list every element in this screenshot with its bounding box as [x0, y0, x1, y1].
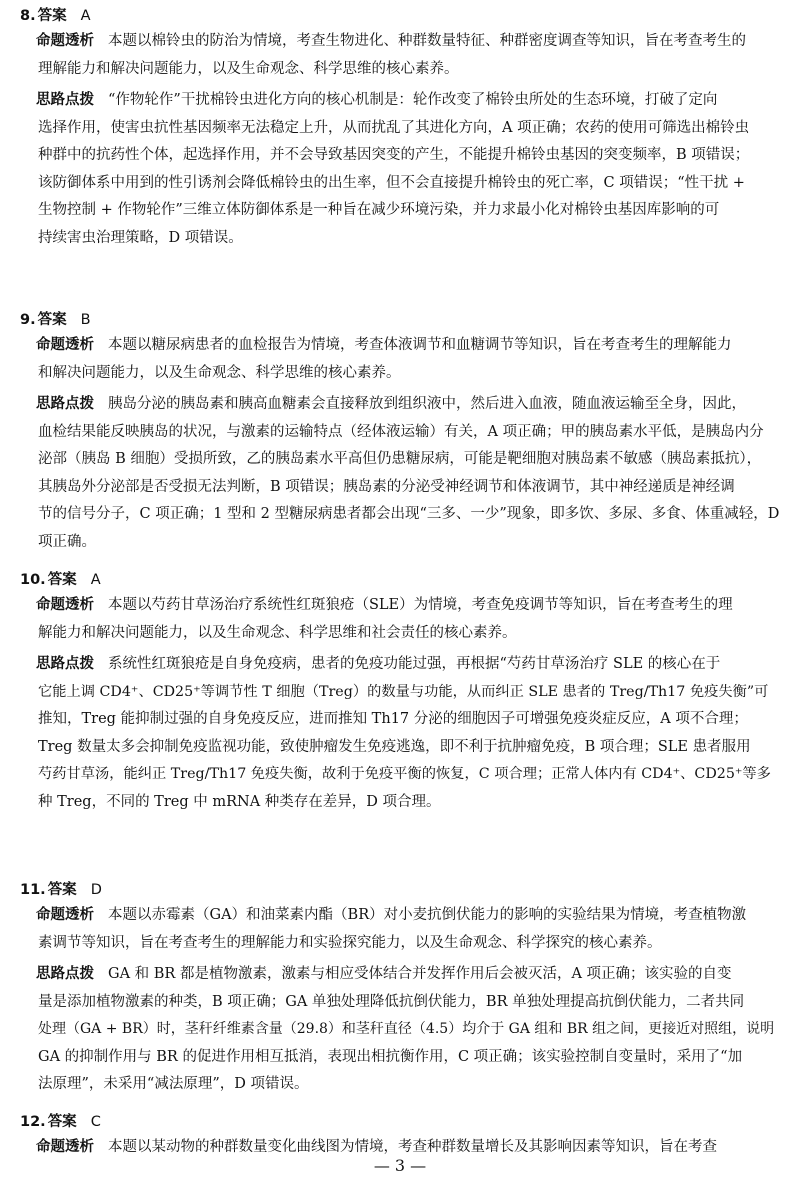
- analysis-section: [36, 28, 780, 83]
- solution-section: [36, 651, 780, 816]
- text-line: [36, 930, 780, 958]
- line-text: 解能力和解决问题能力，以及生命观念、科学思维和社会责任的核心素养。: [38, 624, 517, 641]
- question-number: 8.: [20, 8, 36, 24]
- question-header: [20, 1112, 780, 1132]
- answer-value: A: [80, 8, 91, 24]
- line-text: 本题以芍药甘草汤治疗系统性红斑狼疮（SLE）为情境，考查免疫调节等知识，旨在考查考生的理: [108, 597, 733, 613]
- answer-value: B: [80, 312, 91, 328]
- line-text: 素调节等知识，旨在考查考生的理解能力和实验探究能力，以及生命观念、科学探究的核心素养。: [38, 934, 662, 951]
- line-text: 法原理”，未采用“减法原理”，D 项错误。: [38, 1076, 309, 1092]
- section-label: 命题透析: [36, 33, 94, 49]
- section-label: 命题透析: [36, 597, 94, 613]
- line-text: 种 Treg，不同的 Treg 中 mRNA 种类存在差异，D 项合理。: [38, 793, 441, 810]
- text-line: [36, 170, 780, 198]
- line-text: 血检结果能反映胰岛的状况，与激素的运输特点（经体液运输）有关，A 项正确；甲的胰岛素水平低，是胰岛内分: [38, 423, 764, 440]
- question-number: 9.: [20, 312, 36, 328]
- line-text: 种群中的抗药性个体，起选择作用，并不会导致基因突变的产生，不能提升棉铃虫基因的突变频率，B 项错误；: [38, 147, 750, 163]
- solution-section: [36, 87, 780, 252]
- solution-section: [36, 961, 780, 1099]
- line-text: 本题以赤霉素（GA）和油菜素内酯（BR）对小麦抗倒伏能力的影响的实验结果为情境，考查植物激: [108, 907, 747, 923]
- line-text: GA 的抑制作用与 BR 的促进作用相互抵消，表现出相抗衡作用，C 项正确；该实验控制自变量时，采用了“加: [38, 1048, 743, 1065]
- question-number: 10.: [20, 572, 46, 588]
- text-line: [36, 902, 780, 930]
- answer-value: A: [90, 572, 101, 588]
- answer-label: 答案: [37, 312, 67, 328]
- question-block: [20, 880, 780, 1099]
- text-line: [36, 225, 780, 253]
- answer-label: 答案: [37, 8, 67, 24]
- section-label: 命题透析: [36, 1139, 94, 1155]
- line-text: 节的信号分子，C 项正确；1 型和 2 型糖尿病患者都会出现“三多、一少”现象，即多饮、多尿、多食、体重减轻，D: [38, 506, 780, 522]
- line-text: 持续害虫治理策略，D 项错误。: [38, 229, 243, 246]
- text-line: [36, 620, 780, 648]
- text-line: [36, 679, 780, 707]
- line-text: 系统性红斑狼疮是自身免疫病，患者的免疫功能过强，再根据“芍药甘草汤治疗 SLE 的核心在于: [108, 656, 721, 672]
- answer-value: C: [90, 1114, 101, 1130]
- text-line: [36, 989, 780, 1017]
- line-text: 和解决问题能力，以及生命观念、科学思维的核心素养。: [38, 364, 401, 381]
- question-number: 11.: [20, 882, 46, 898]
- text-line: [36, 419, 780, 447]
- question-block: [20, 570, 780, 816]
- solution-section: [36, 391, 780, 556]
- answer-label: 答案: [47, 882, 77, 898]
- question-block: [20, 1112, 780, 1162]
- text-line: [36, 391, 780, 419]
- line-text: Treg 数量太多会抑制免疫监视功能，致使肿瘤发生免疫逃逸，即不利于抗肿瘤免疫，B 项合理；SLE 患者服用: [38, 738, 751, 755]
- text-line: [36, 142, 780, 170]
- line-text: 本题以棉铃虫的防治为情境，考查生物进化、种群数量特征、种群密度调查等知识，旨在考查考生的: [108, 33, 746, 49]
- text-line: [36, 789, 780, 817]
- line-text: 选择作用，使害虫抗性基因频率无法稳定上升，从而扰乱了其进化方向，A 项正确；农药的使用可筛选出棉铃虫: [38, 119, 750, 136]
- text-line: [36, 197, 780, 225]
- line-text: 理解能力和解决问题能力，以及生命观念、科学思维的核心素养。: [38, 60, 459, 77]
- text-line: [36, 115, 780, 143]
- text-line: [36, 529, 780, 557]
- line-text: 处理（GA + BR）时，茎秆纤维素含量（29.8）和茎秆直径（4.5）均介于 GA 组和 BR 组之间，更接近对照组，说明: [38, 1021, 775, 1037]
- question-block: [20, 310, 780, 556]
- line-text: 推知，Treg 能抑制过强的自身免疫反应，进而推知 Th17 分泌的细胞因子可增强免疫炎症反应，A 项不合理；: [38, 711, 748, 727]
- section-label: 思路点拨: [36, 966, 94, 982]
- section-label: 思路点拨: [36, 656, 94, 672]
- text-line: [36, 56, 780, 84]
- question-number: 12.: [20, 1114, 46, 1130]
- line-text: 该防御体系中用到的性引诱剂会降低棉铃虫的出生率，但不会直接提升棉铃虫的死亡率，C 项错误；“性干扰 +: [38, 174, 745, 191]
- text-line: [36, 592, 780, 620]
- section-label: 命题透析: [36, 337, 94, 353]
- question-header: [20, 310, 780, 330]
- section-label: 思路点拨: [36, 92, 94, 108]
- line-text: 它能上调 CD4⁺、CD25⁺等调节性 T 细胞（Treg）的数量与功能，从而纠正 SLE 患者的 Treg/Th17 免疫失衡”可: [38, 683, 769, 700]
- text-line: [36, 1071, 780, 1099]
- section-label: 命题透析: [36, 907, 94, 923]
- text-line: [36, 734, 780, 762]
- section-label: 思路点拨: [36, 396, 94, 412]
- question-header: [20, 570, 780, 590]
- line-text: 胰岛分泌的胰岛素和胰高血糖素会直接释放到组织液中，然后进入血液，随血液运输至全身，因此，: [108, 396, 746, 412]
- line-text: 本题以某动物的种群数量变化曲线图为情境，考查种群数量增长及其影响因素等知识，旨在考查: [108, 1139, 717, 1155]
- line-text: GA 和 BR 都是植物激素，激素与相应受体结合并发挥作用后会被灭活，A 项正确；该实验的自变: [108, 966, 732, 982]
- line-text: 量是添加植物激素的种类，B 项正确；GA 单独处理降低抗倒伏能力，BR 单独处理提高抗倒伏能力，二者共同: [38, 993, 745, 1010]
- line-text: 泌部（胰岛 B 细胞）受损所致，乙的胰岛素水平高但仍患糖尿病，可能是靶细胞对胰岛素不敏感（胰岛素抵抗），: [38, 451, 762, 467]
- text-line: [36, 474, 780, 502]
- answer-label: 答案: [47, 572, 77, 588]
- line-text: 项正确。: [38, 533, 96, 550]
- line-text: 其胰岛外分泌部是否受损无法判断，B 项错误；胰岛素的分泌受神经调节和体液调节，其中神经递质是神经调: [38, 478, 735, 495]
- page-number: — 3 —: [373, 1156, 427, 1175]
- line-text: 生物控制 + 作物轮作”三维立体防御体系是一种旨在减少环境污染，并力求最小化对棉铃虫基因库影响的可: [38, 202, 720, 218]
- text-line: [36, 1016, 780, 1044]
- text-line: [36, 501, 780, 529]
- answer-label: 答案: [47, 1114, 77, 1130]
- analysis-section: [36, 592, 780, 647]
- text-line: [36, 651, 780, 679]
- text-line: [36, 332, 780, 360]
- answer-value: D: [90, 882, 102, 898]
- question-header: [20, 880, 780, 900]
- line-text: 本题以糖尿病患者的血检报告为情境，考查体液调节和血糖调节等知识，旨在考查考生的理解能力: [108, 337, 732, 353]
- analysis-section: [36, 902, 780, 957]
- text-line: [36, 706, 780, 734]
- line-text: “作物轮作”干扰棉铃虫进化方向的核心机制是：轮作改变了棉铃虫所处的生态环境，打破了定向: [108, 92, 718, 108]
- text-line: [36, 87, 780, 115]
- question-header: [20, 6, 780, 26]
- text-line: [36, 761, 780, 789]
- text-line: [36, 360, 780, 388]
- line-text: 芍药甘草汤，能纠正 Treg/Th17 免疫失衡，故利于免疫平衡的恢复，C 项合理；正常人体内有 CD4⁺、CD25⁺等多: [38, 766, 771, 782]
- analysis-section: [36, 332, 780, 387]
- text-line: [36, 446, 780, 474]
- text-line: [36, 1044, 780, 1072]
- question-block: [20, 6, 780, 252]
- text-line: [36, 28, 780, 56]
- text-line: [36, 961, 780, 989]
